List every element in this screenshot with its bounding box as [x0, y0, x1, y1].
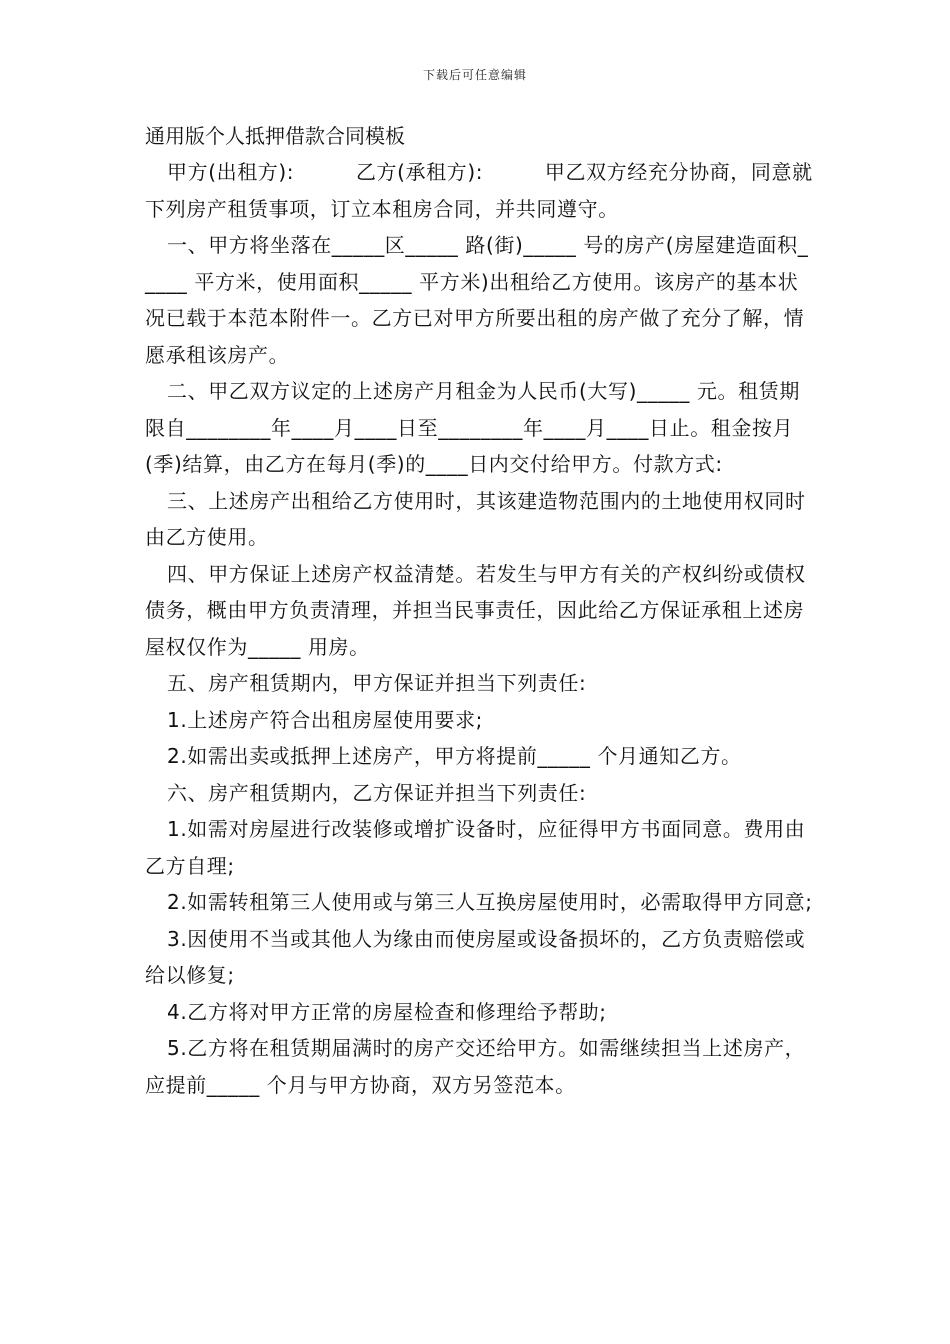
paragraph-clause-2: 二、甲乙双方议定的上述房产月租金为人民币(大写)_____ 元。租赁期限自________年____月____日至________年____月____日止。租金按月(季)结算，由乙方在每月(季)的____日内交付给甲方。付款方式:	[145, 379, 800, 476]
paragraph-clause-5-item-2: 2.如需出卖或抵押上述房产，甲方将提前_____ 个月通知乙方。	[167, 744, 742, 768]
document-body	[145, 118, 817, 1103]
paragraph-clause-6-item-1: 1.如需对房屋进行改装修或增扩设备时，应征得甲方书面同意。费用由乙方自理;	[145, 817, 806, 878]
document-title: 通用版个人抵押借款合同模板	[145, 124, 405, 148]
paragraph-clause-4: 四、甲方保证上述房产权益清楚。若发生与甲方有关的产权纠纷或债权债务，概由甲方负责清理，并担当民事责任，因此给乙方保证承租上述房屋权仅作为_____ 用房。	[145, 561, 806, 659]
paragraph-clause-5-item-1: 1.上述房产符合出租房屋使用要求;	[167, 707, 484, 732]
paragraph-clause-1: 一、甲方将坐落在_____区_____ 路(街)_____ 号的房产(房屋建造面积_____ 平方米，使用面积_____ 平方米)出租给乙方使用。该房产的基本状况已载于本范本附件一。乙方已对甲方所要出租的房产做了充分了解，情愿承租该房产。	[145, 233, 809, 367]
page-header: 下载后可任意编辑	[422, 68, 527, 82]
paragraph-parties: 甲方(出租方): 乙方(承租方): 甲乙双方经充分协商，同意就下列房产租赁事项，订立本租房合同，并共同遵守。	[145, 160, 813, 221]
paragraph-clause-6: 六、房产租赁期内，乙方保证并担当下列责任:	[167, 780, 587, 805]
paragraph-clause-6-item-4: 4.乙方将对甲方正常的房屋检查和修理给予帮助;	[167, 999, 607, 1024]
paragraph-clause-3: 三、上述房产出租给乙方使用时，其该建造物范围内的土地使用权同时由乙方使用。	[145, 488, 806, 549]
paragraph-clause-6-item-2: 2.如需转租第三人使用或与第三人互换房屋使用时，必需取得甲方同意;	[167, 890, 813, 914]
paragraph-clause-6-item-3: 3.因使用不当或其他人为缘由而使房屋或设备损坏的，乙方负责赔偿或给以修复;	[145, 926, 806, 987]
paragraph-clause-6-item-5: 5.乙方将在租赁期届满时的房产交还给甲方。如需继续担当上述房产，应提前_____ 个月与甲方协商，双方另签范本。	[145, 1036, 806, 1097]
paragraph-clause-5: 五、房产租赁期内，甲方保证并担当下列责任:	[167, 671, 587, 695]
